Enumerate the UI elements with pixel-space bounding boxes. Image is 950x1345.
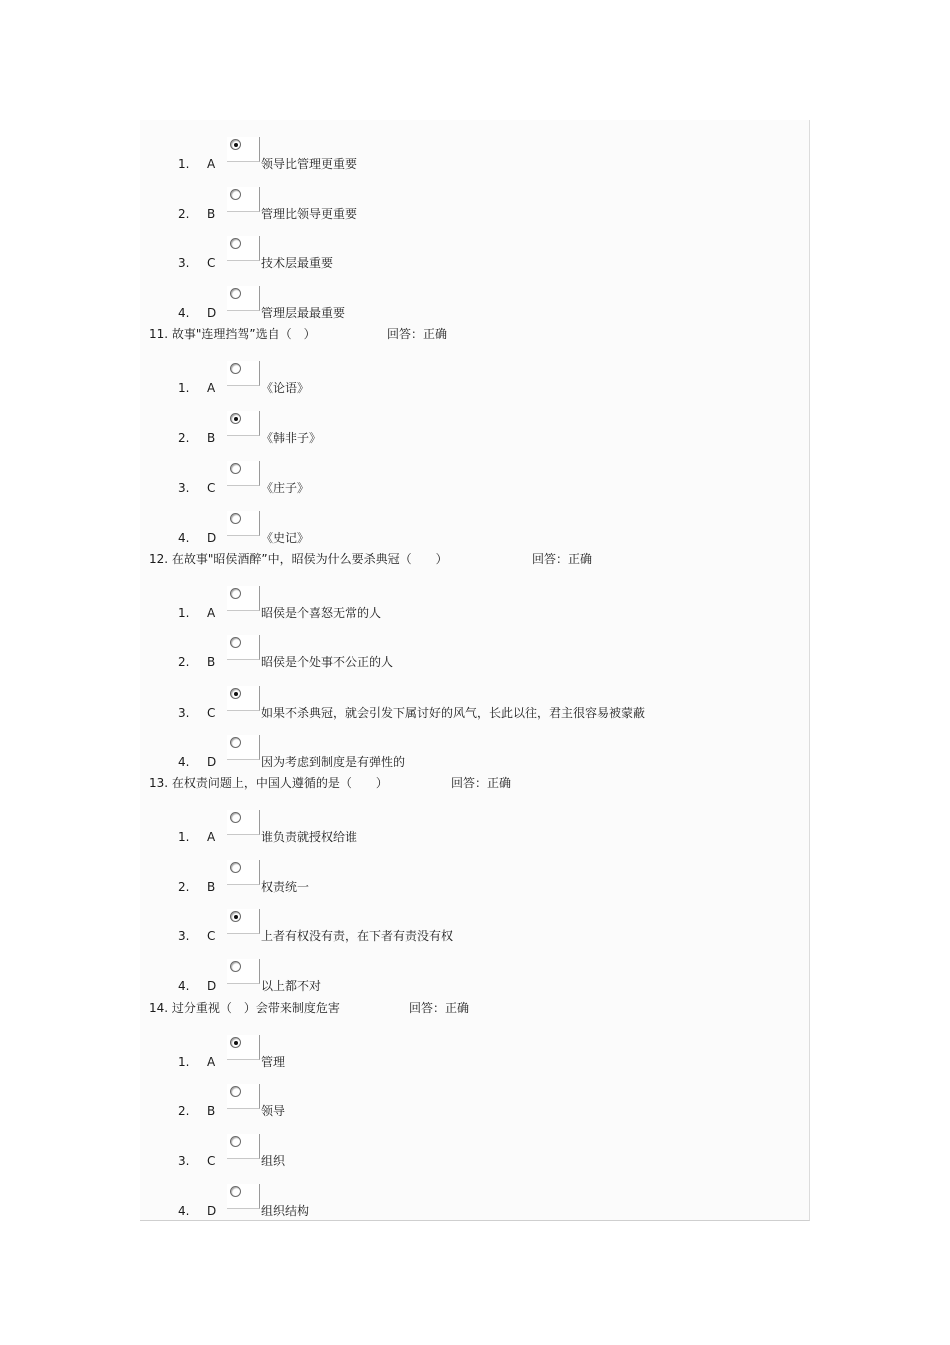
question-text: 14. 过分重视（ ）会带来制度危害: [149, 1001, 340, 1015]
radio-box[interactable]: [227, 810, 260, 835]
option-text: 组织结构: [261, 1204, 310, 1218]
radio-button[interactable]: [230, 1136, 241, 1147]
radio-box[interactable]: [227, 686, 260, 711]
option-number: 3.: [178, 706, 190, 720]
option-letter: C: [207, 1154, 216, 1168]
option-text: 《史记》: [261, 531, 310, 545]
radio-box[interactable]: [227, 1035, 260, 1060]
question-text: 11. 故事"连理挡驾”选自（ ）: [149, 327, 316, 341]
option-letter: C: [207, 481, 216, 495]
radio-box[interactable]: [227, 361, 260, 386]
radio-button[interactable]: [230, 363, 241, 374]
option-row[interactable]: [178, 411, 778, 445]
answer-result: 回答：正确: [532, 552, 593, 566]
option-letter: A: [207, 1055, 216, 1069]
option-number: 2.: [178, 655, 190, 669]
option-text: 以上都不对: [261, 979, 322, 993]
option-number: 2.: [178, 1104, 190, 1118]
radio-box[interactable]: [227, 860, 260, 885]
radio-button[interactable]: [230, 637, 241, 648]
radio-box[interactable]: [227, 411, 260, 436]
option-row[interactable]: [178, 1035, 778, 1069]
radio-box[interactable]: [227, 1184, 260, 1209]
question-title: [149, 775, 512, 791]
option-row[interactable]: [178, 810, 778, 844]
option-letter: A: [207, 606, 216, 620]
option-number: 4.: [178, 979, 190, 993]
radio-box[interactable]: [227, 137, 260, 162]
option-row[interactable]: [178, 586, 778, 620]
option-text: 管理比领导更重要: [261, 207, 358, 221]
option-text: 昭侯是个处事不公正的人: [261, 655, 394, 669]
option-row[interactable]: [178, 1134, 778, 1168]
option-row[interactable]: [178, 909, 778, 943]
option-number: 2.: [178, 431, 190, 445]
option-number: 4.: [178, 755, 190, 769]
answer-result: 回答：正确: [409, 1001, 470, 1015]
option-letter: A: [207, 381, 216, 395]
option-row[interactable]: [178, 137, 778, 171]
option-number: 1.: [178, 381, 190, 395]
radio-button[interactable]: [230, 862, 241, 873]
option-letter: D: [207, 306, 217, 320]
radio-button[interactable]: [230, 139, 241, 150]
radio-button[interactable]: [230, 588, 241, 599]
option-text: 《论语》: [261, 381, 310, 395]
radio-button[interactable]: [230, 737, 241, 748]
radio-button[interactable]: [230, 238, 241, 249]
option-letter: B: [207, 207, 216, 221]
option-number: 1.: [178, 830, 190, 844]
option-number: 2.: [178, 207, 190, 221]
radio-button[interactable]: [230, 288, 241, 299]
option-number: 1.: [178, 1055, 190, 1069]
radio-box[interactable]: [227, 1134, 260, 1159]
option-row[interactable]: [178, 361, 778, 395]
radio-button[interactable]: [230, 1037, 241, 1048]
option-text: 上者有权没有责，在下者有责没有权: [261, 929, 454, 943]
option-row[interactable]: [178, 461, 778, 495]
radio-button[interactable]: [230, 413, 241, 424]
option-number: 4.: [178, 531, 190, 545]
option-number: 1.: [178, 606, 190, 620]
question-text: 12. 在故事"昭侯酒醉”中，昭侯为什么要杀典冠（ ）: [149, 552, 448, 566]
option-number: 3.: [178, 481, 190, 495]
option-text: 《韩非子》: [261, 431, 322, 445]
option-row[interactable]: [178, 511, 778, 545]
radio-box[interactable]: [227, 635, 260, 660]
radio-button[interactable]: [230, 1186, 241, 1197]
option-letter: C: [207, 929, 216, 943]
option-letter: A: [207, 830, 216, 844]
option-text: 组织: [261, 1154, 286, 1168]
option-text: 领导: [261, 1104, 286, 1118]
option-letter: D: [207, 531, 217, 545]
option-text: 领导比管理更重要: [261, 157, 358, 171]
option-row[interactable]: [178, 686, 778, 720]
radio-button[interactable]: [230, 911, 241, 922]
radio-button[interactable]: [230, 463, 241, 474]
option-letter: D: [207, 755, 217, 769]
radio-box[interactable]: [227, 511, 260, 536]
option-letter: D: [207, 979, 217, 993]
option-number: 3.: [178, 1154, 190, 1168]
option-text: 管理: [261, 1055, 286, 1069]
option-number: 1.: [178, 157, 190, 171]
radio-button[interactable]: [230, 812, 241, 823]
question-title: [149, 1000, 470, 1016]
option-row[interactable]: [178, 959, 778, 993]
radio-button[interactable]: [230, 189, 241, 200]
option-number: 2.: [178, 880, 190, 894]
radio-box[interactable]: [227, 236, 260, 261]
option-row[interactable]: [178, 735, 778, 769]
radio-box[interactable]: [227, 286, 260, 311]
radio-box[interactable]: [227, 909, 260, 934]
option-number: 3.: [178, 256, 190, 270]
radio-button[interactable]: [230, 961, 241, 972]
radio-box[interactable]: [227, 1084, 260, 1109]
option-number: 4.: [178, 1204, 190, 1218]
radio-button[interactable]: [230, 1086, 241, 1097]
question-title: [149, 551, 593, 567]
option-text: 技术层最重要: [261, 256, 334, 270]
option-text: 昭侯是个喜怒无常的人: [261, 606, 382, 620]
option-number: 4.: [178, 306, 190, 320]
option-text: 如果不杀典冠，就会引发下属讨好的风气，长此以往，君主很容易被蒙蔽: [261, 706, 646, 720]
question-title: [149, 326, 448, 342]
option-text: 《庄子》: [261, 481, 310, 495]
radio-button[interactable]: [230, 513, 241, 524]
radio-button[interactable]: [230, 688, 241, 699]
radio-box[interactable]: [227, 586, 260, 611]
radio-box[interactable]: [227, 461, 260, 486]
option-letter: B: [207, 880, 216, 894]
radio-box[interactable]: [227, 187, 260, 212]
answer-result: 回答：正确: [451, 776, 512, 790]
option-row[interactable]: [178, 236, 778, 270]
option-text: 管理层最最重要: [261, 306, 346, 320]
option-letter: C: [207, 256, 216, 270]
option-letter: B: [207, 431, 216, 445]
option-text: 权责统一: [261, 880, 310, 894]
option-number: 3.: [178, 929, 190, 943]
option-letter: C: [207, 706, 216, 720]
option-row[interactable]: [178, 187, 778, 221]
option-letter: B: [207, 655, 216, 669]
option-text: 谁负责就授权给谁: [261, 830, 358, 844]
radio-box[interactable]: [227, 735, 260, 760]
option-row[interactable]: [178, 635, 778, 669]
option-text: 因为考虑到制度是有弹性的: [261, 755, 406, 769]
option-row[interactable]: [178, 1184, 778, 1218]
option-letter: B: [207, 1104, 216, 1118]
option-letter: D: [207, 1204, 217, 1218]
option-row[interactable]: [178, 286, 778, 320]
answer-result: 回答：正确: [387, 327, 448, 341]
option-letter: A: [207, 157, 216, 171]
question-text: 13. 在权责问题上，中国人遵循的是（ ）: [149, 776, 388, 790]
radio-box[interactable]: [227, 959, 260, 984]
option-row[interactable]: [178, 1084, 778, 1118]
option-row[interactable]: [178, 860, 778, 894]
